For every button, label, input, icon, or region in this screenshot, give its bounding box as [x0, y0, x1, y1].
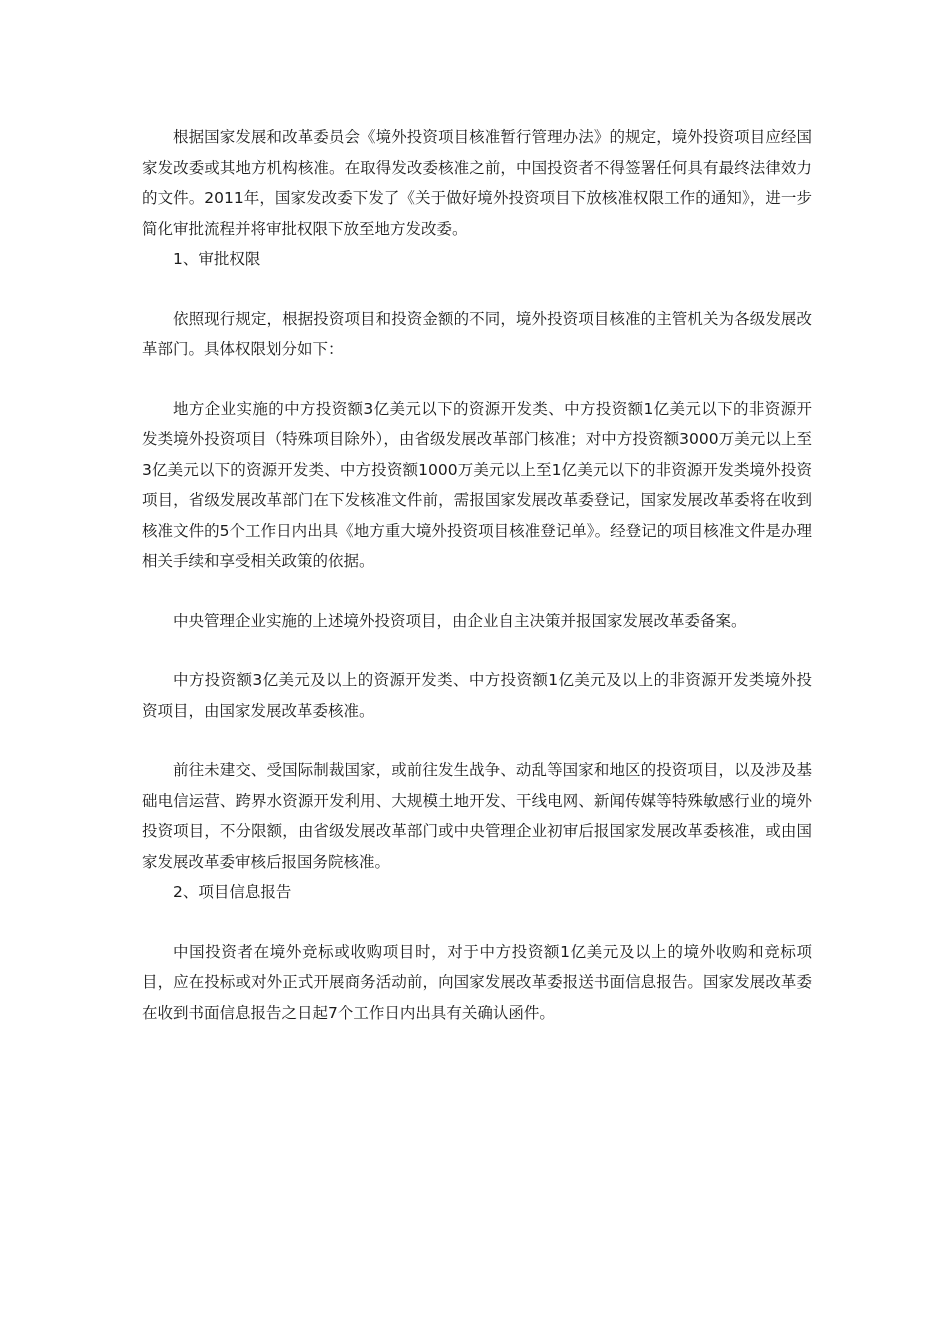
authority-intro-paragraph: 依照现行规定，根据投资项目和投资金额的不同，境外投资项目核准的主管机关为各级发展改革部门。具体权限划分如下：: [142, 309, 812, 358]
intro-paragraph: 根据国家发展和改革委员会《境外投资项目核准暂行管理办法》的规定，境外投资项目应经国家发改委或其地方机构核准。在取得发改委核准之前，中国投资者不得签署任何具有最终法律效力的文件。2011年，国家发改委下发了《关于做好境外投资项目下放核准权限工作的通知》，进一步简化审批流程并将审批权限下放至地方发改委。: [142, 128, 812, 238]
large-investment-paragraph: 中方投资额3亿美元及以上的资源开发类、中方投资额1亿美元及以上的非资源开发类境外投资项目，由国家发展改革委核准。: [142, 671, 812, 720]
sensitive-projects-paragraph: 前往未建交、受国际制裁国家，或前往发生战争、动乱等国家和地区的投资项目，以及涉及基础电信运营、跨界水资源开发利用、大规模土地开发、干线电网、新闻传媒等特殊敏感行业的境外投资项目，不分限额，由省级发展改革部门或中央管理企业初审后报国家发展改革委核准，或由国家发展改革委审核后报国务院核准。: [142, 761, 812, 871]
section-heading-information-report: 2、项目信息报告: [173, 883, 292, 901]
document-body: [142, 122, 812, 1028]
section-heading-approval-authority: 1、审批权限: [173, 250, 261, 268]
local-enterprise-paragraph: 地方企业实施的中方投资额3亿美元以下的资源开发类、中方投资额1亿美元以下的非资源开发类境外投资项目（特殊项目除外），由省级发展改革部门核准；对中方投资额3000万美元以上至3亿美元以下的资源开发类、中方投资额1000万美元以上至1亿美元以下的非资源开发类境外投资项目，省级发展改革部门在下发核准文件前，需报国家发展改革委登记，国家发展改革委将在收到核准文件的5个工作日内出具《地方重大境外投资项目核准登记单》。经登记的项目核准文件是办理相关手续和享受相关政策的依据。: [142, 399, 812, 570]
central-enterprise-paragraph: 中央管理企业实施的上述境外投资项目，由企业自主决策并报国家发展改革委备案。: [173, 611, 747, 630]
information-report-paragraph: 中国投资者在境外竞标或收购项目时，对于中方投资额1亿美元及以上的境外收购和竞标项目，应在投标或对外正式开展商务活动前，向国家发展改革委报送书面信息报告。国家发展改革委在收到书面信息报告之日起7个工作日内出具有关确认函件。: [142, 942, 812, 1022]
